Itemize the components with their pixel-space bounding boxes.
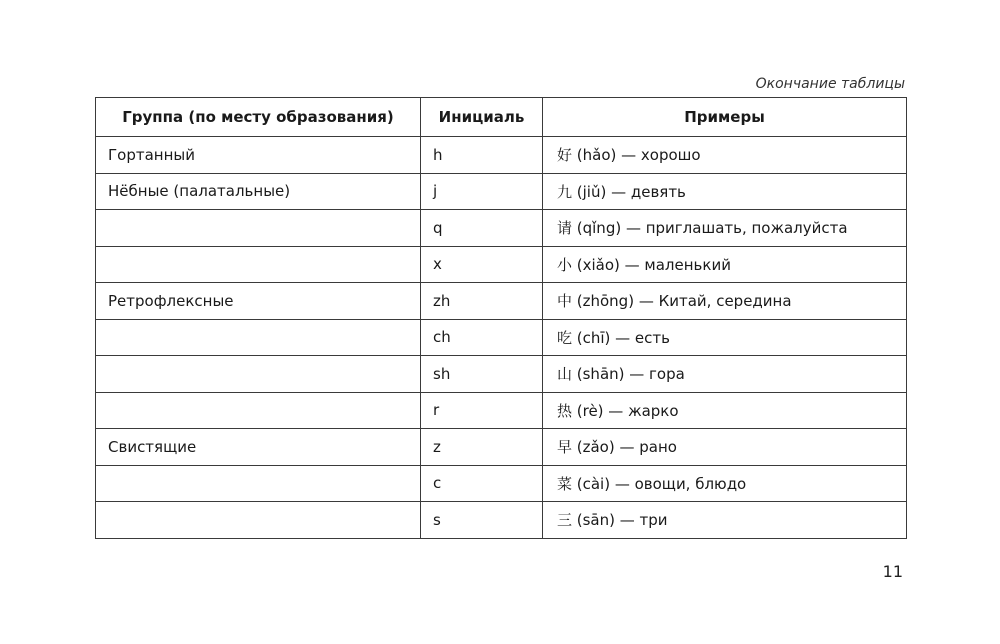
initial-cell: z	[421, 429, 543, 466]
initials-table	[95, 97, 907, 539]
initial-cell: x	[421, 246, 543, 283]
table-row	[96, 319, 907, 356]
group-cell	[96, 210, 421, 247]
example-cell: 菜 (cài) — овощи, блюдо	[543, 465, 907, 502]
table-row	[96, 392, 907, 429]
example-cell: 吃 (chī) — есть	[543, 319, 907, 356]
table-header-row	[96, 98, 907, 137]
group-cell	[96, 465, 421, 502]
example-cell: 热 (rè) — жарко	[543, 392, 907, 429]
group-cell: Гортанный	[96, 137, 421, 174]
initial-cell: h	[421, 137, 543, 174]
table-continuation-caption: Окончание таблицы	[755, 76, 905, 92]
example-cell: 早 (zǎo) — рано	[543, 429, 907, 466]
initial-cell: zh	[421, 283, 543, 320]
table-row	[96, 465, 907, 502]
example-cell: 请 (qǐng) — приглашать, пожалуйста	[543, 210, 907, 247]
group-cell: Свистящие	[96, 429, 421, 466]
group-cell	[96, 502, 421, 539]
example-cell: 三 (sān) — три	[543, 502, 907, 539]
group-cell	[96, 319, 421, 356]
example-cell: 好 (hǎo) — хорошо	[543, 137, 907, 174]
group-cell: Ретрофлексные	[96, 283, 421, 320]
initial-cell: ch	[421, 319, 543, 356]
group-cell: Нёбные (палатальные)	[96, 173, 421, 210]
table-row	[96, 210, 907, 247]
table-body	[96, 137, 907, 539]
example-cell: 小 (xiǎo) — маленький	[543, 246, 907, 283]
initial-cell: q	[421, 210, 543, 247]
table-row	[96, 283, 907, 320]
initial-cell: c	[421, 465, 543, 502]
page-number: 11	[882, 562, 903, 581]
table-row	[96, 137, 907, 174]
group-cell	[96, 356, 421, 393]
initial-cell: s	[421, 502, 543, 539]
group-cell	[96, 246, 421, 283]
example-cell: 中 (zhōng) — Китай, середина	[543, 283, 907, 320]
column-header-group: Группа (по месту образования)	[96, 98, 421, 137]
column-header-examples: Примеры	[543, 98, 907, 137]
example-cell: 九 (jiǔ) — девять	[543, 173, 907, 210]
table-row	[96, 502, 907, 539]
initial-cell: r	[421, 392, 543, 429]
initial-cell: sh	[421, 356, 543, 393]
table-row	[96, 246, 907, 283]
example-cell: 山 (shān) — гора	[543, 356, 907, 393]
group-cell	[96, 392, 421, 429]
table-row	[96, 356, 907, 393]
table-row	[96, 173, 907, 210]
table-row	[96, 429, 907, 466]
initial-cell: j	[421, 173, 543, 210]
column-header-initial: Инициаль	[421, 98, 543, 137]
